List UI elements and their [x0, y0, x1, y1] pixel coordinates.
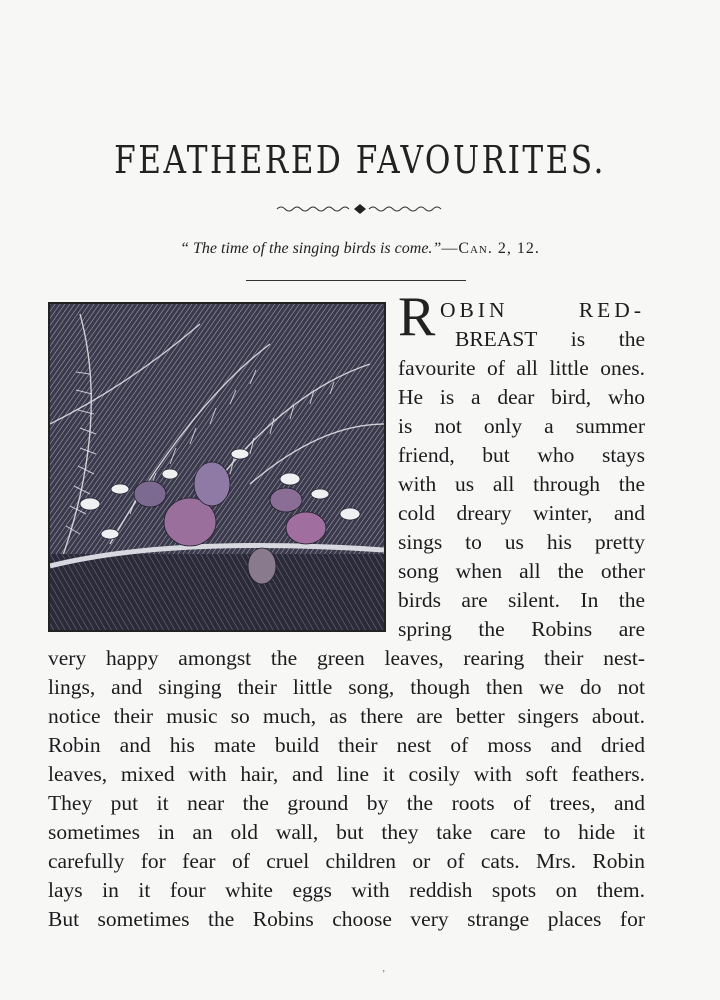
text-line: cold dreary winter, and [398, 501, 645, 525]
text-line: BREAST is the [455, 327, 645, 351]
text-line: notice their music so much, as there are better singers about. [48, 704, 645, 728]
page-title: FEATHERED FAVOURITES. [114, 138, 606, 182]
text-line: is not only a summer [398, 414, 645, 438]
ornament-divider-icon [275, 201, 445, 217]
text-line: But sometimes the Robins choose very strange places for [48, 907, 645, 931]
text-line: Robin and his mate build their nest of moss and dried [48, 733, 645, 757]
drop-cap: R [398, 286, 436, 348]
text-line: friend, but who stays [398, 443, 645, 467]
text-line: birds are silent. In the [398, 588, 645, 612]
text-line: carefully for fear of cruel children or of cats. Mrs. Robin [48, 849, 645, 873]
text-line: He is a dear bird, who [398, 385, 645, 409]
text-line: They put it near the ground by the roots of trees, and [48, 791, 645, 815]
robins-engraving-illustration [48, 302, 386, 632]
text-line: sings to us his pretty [398, 530, 645, 554]
epigraph-citation: —Can. 2, 12. [441, 240, 540, 257]
text-line: lings, and singing their little song, though then we do not [48, 675, 645, 699]
engraving-art [50, 304, 384, 630]
text-line: song when all the other [398, 559, 645, 583]
footer-mark: ’ [382, 969, 386, 980]
text-line: OBIN RED- [440, 298, 645, 322]
text-line: spring the Robins are [398, 617, 645, 641]
text-line: leaves, mixed with hair, and line it cosily with soft feathers. [48, 762, 645, 786]
text-line: favourite of all little ones. [398, 356, 645, 380]
text-line: sometimes in an old wall, but they take care to hide it [48, 820, 645, 844]
divider-rule [246, 280, 466, 281]
text-line: very happy amongst the green leaves, rearing their nest- [48, 646, 645, 670]
epigraph-quote: “ The time of the singing birds is come.” [180, 240, 442, 257]
text-line: with us all through the [398, 472, 645, 496]
text-line: lays in it four white eggs with reddish spots on them. [48, 878, 645, 902]
epigraph [0, 240, 720, 258]
